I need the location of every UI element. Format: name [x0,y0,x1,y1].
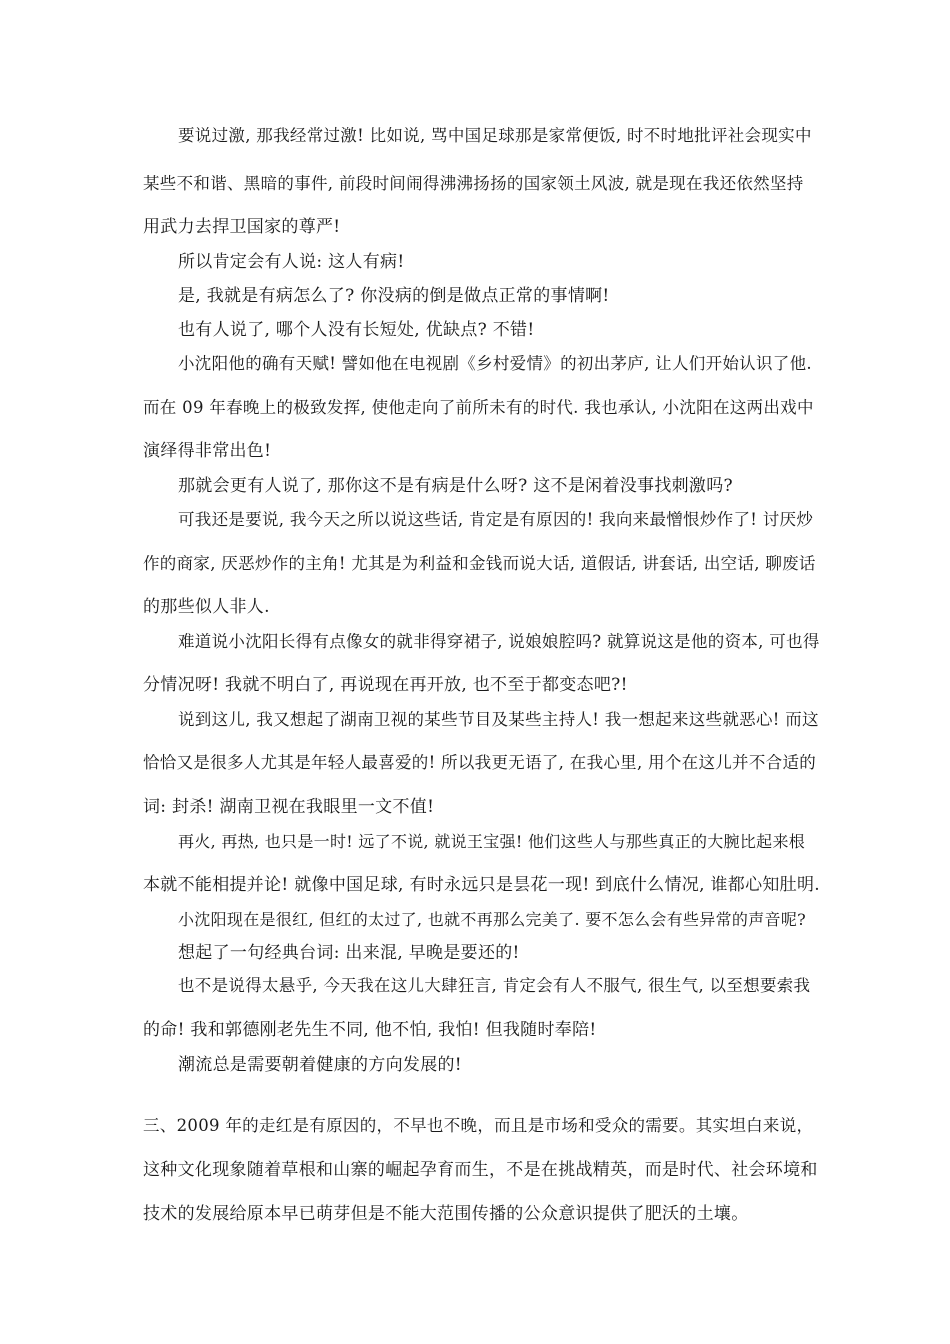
text-line: 潮流总是需要朝着健康的方向发展的! [178,1055,462,1075]
text-line: 想起了一句经典台词: 出来混, 早晚是要还的! [178,943,520,963]
text-line: 演绎得非常出色! [143,441,272,461]
text-line: 分情况呀! 我就不明白了, 再说现在再开放, 也不至于都变态吧?! [143,675,628,695]
text-line: 作的商家, 厌恶炒作的主角! 尤其是为利益和金钱而说大话, 道假话, 讲套话, 出空话, 聊废话 [143,554,816,573]
text-line: 这种文化现象随着草根和山寨的崛起孕育而生，不是在挑战精英，而是时代、社会环境和 [143,1160,818,1180]
text-line: 某些不和谐、黑暗的事件, 前段时间闹得沸沸扬扬的国家领土风波, 就是现在我还依然坚持 [143,174,804,193]
text-line: 也有人说了, 哪个人没有长短处, 优缺点? 不错! [178,320,535,340]
text-line: 用武力去捍卫国家的尊严! [143,217,341,237]
text-line: 技术的发展给原本早已萌芽但是不能大范围传播的公众意识提供了肥沃的土壤。 [143,1204,749,1224]
text-line: 词: 封杀! 湖南卫视在我眼里一文不值! [143,797,435,817]
text-line: 的那些似人非人. [143,597,270,617]
text-line: 那就会更有人说了, 那你这不是有病是什么呀? 这不是闲着没事找刺激吗? [178,476,733,496]
text-line: 是, 我就是有病怎么了? 你没病的倒是做点正常的事情啊! [178,286,610,306]
text-line: 本就不能相提并论! 就像中国足球, 有时永远只是昙花一现! 到底什么情况, 谁都心知肚明. [143,875,820,895]
text-line: 恰恰又是很多人尤其是年轻人最喜爱的! 所以我更无语了, 在我心里, 用个在这儿并不合适的 [143,753,817,772]
text-line: 要说过激, 那我经常过激! 比如说, 骂中国足球那是家常便饭, 时不时地批评社会现实中 [178,126,812,145]
text-line: 说到这儿, 我又想起了湖南卫视的某些节目及某些主持人! 我一想起来这些就恶心! 而这 [178,710,819,729]
text-line: 小沈阳他的确有天赋! 譬如他在电视剧《乡村爱情》的初出茅庐, 让人们开始认识了他. [178,354,812,373]
text-line: 小沈阳现在是很红, 但红的太过了, 也就不再那么完美了. 要不怎么会有些异常的声音呢? [178,910,806,929]
text-line: 可我还是要说, 我今天之所以说这些话, 肯定是有原因的! 我向来最憎恨炒作了! 讨厌炒 [178,510,814,529]
text-line: 所以肯定会有人说: 这人有病! [178,252,405,272]
text-line: 也不是说得太悬乎, 今天我在这儿大肆狂言, 肯定会有人不服气, 很生气, 以至想要索我 [178,976,811,995]
text-line: 难道说小沈阳长得有点像女的就非得穿裙子, 说娘娘腔吗? 就算说这是他的资本, 可也得 [178,632,820,651]
text-line: 的命! 我和郭德刚老先生不同, 他不怕, 我怕! 但我随时奉陪! [143,1020,597,1040]
text-line: 三、2009 年的走红是有原因的，不早也不晚，而且是市场和受众的需要。其实坦白来说， [143,1116,814,1135]
text-line: 而在 09 年春晚上的极致发挥, 使他走向了前所未有的时代. 我也承认, 小沈阳在这两出戏中 [143,398,814,417]
text-line: 再火, 再热, 也只是一时! 远了不说, 就说王宝强! 他们这些人与那些真正的大腕比起来根 [178,832,806,851]
